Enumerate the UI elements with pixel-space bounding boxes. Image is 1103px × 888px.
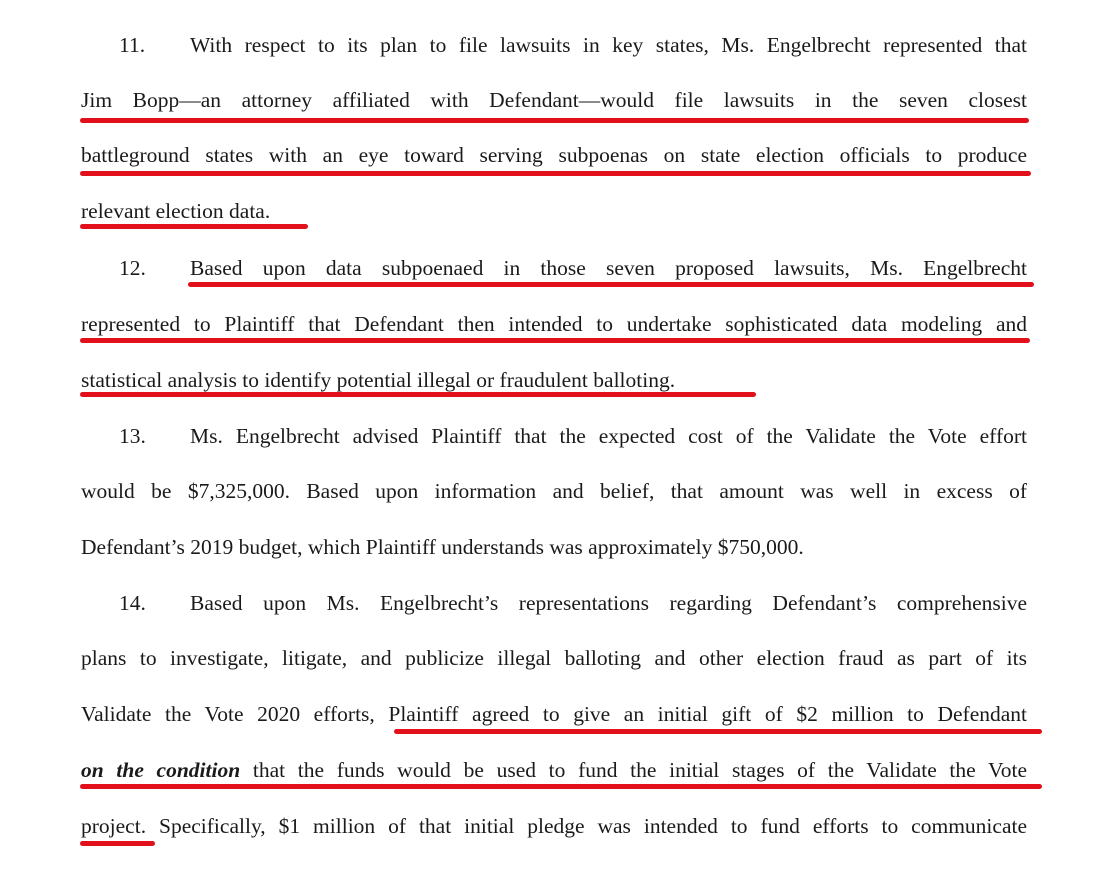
red-underline-annotation	[80, 784, 1042, 789]
condition-emphasis: on the condition	[81, 758, 241, 782]
paragraph-number-13: 13.	[119, 424, 146, 448]
red-underline-annotation	[394, 729, 1042, 734]
paragraph-11-line-2: Jim Bopp—an attorney affiliated with Defendant—would file lawsuits in the seven closest	[81, 88, 1027, 112]
paragraph-13-line-2: would be $7,325,000. Based upon information and belief, that amount was well in excess of	[81, 479, 1027, 503]
paragraph-12-line-2: represented to Plaintiff that Defendant then intended to undertake sophisticated data modeling and	[81, 312, 1027, 336]
paragraph-14-line-2: plans to investigate, litigate, and publicize illegal balloting and other election fraud as part of its	[81, 646, 1027, 670]
red-underline-annotation	[80, 338, 1030, 343]
paragraph-12-line-1: Based upon data subpoenaed in those seven proposed lawsuits, Ms. Engelbrecht	[190, 256, 1027, 280]
paragraph-number-11: 11.	[119, 33, 146, 57]
paragraph-14-line-4-text: that the funds would be used to fund the initial stages of the Validate the Vote	[252, 758, 1028, 782]
red-underline-annotation	[80, 841, 155, 846]
paragraph-13-line-3: Defendant’s 2019 budget, which Plaintiff understands was approximately $750,000.	[81, 535, 804, 559]
paragraph-13-line-1: Ms. Engelbrecht advised Plaintiff that the expected cost of the Validate the Vote effort	[190, 424, 1027, 448]
paragraph-14-line-4	[81, 756, 1027, 784]
paragraph-14-line-5: project. Specifically, $1 million of that initial pledge was intended to fund efforts to communicate	[81, 814, 1027, 838]
paragraph-number-14: 14.	[119, 591, 146, 615]
red-underline-annotation	[188, 282, 1034, 287]
paragraph-12-line-3: statistical analysis to identify potential illegal or fraudulent balloting.	[81, 368, 676, 392]
paragraph-14-line-1: Based upon Ms. Engelbrecht’s representations regarding Defendant’s comprehensive	[190, 591, 1027, 615]
paragraph-11-line-1: With respect to its plan to file lawsuits in key states, Ms. Engelbrecht represented that	[190, 33, 1027, 57]
red-underline-annotation	[80, 392, 756, 397]
red-underline-annotation	[80, 171, 1031, 176]
paragraph-11-line-4: relevant election data.	[81, 199, 271, 223]
paragraph-14-line-3: Validate the Vote 2020 efforts, Plaintiff agreed to give an initial gift of $2 million to Defendant	[81, 702, 1027, 726]
red-underline-annotation	[80, 224, 308, 229]
paragraph-number-12: 12.	[119, 256, 146, 280]
paragraph-11-line-3: battleground states with an eye toward serving subpoenas on state election officials to produce	[81, 143, 1027, 167]
red-underline-annotation	[80, 118, 1029, 123]
